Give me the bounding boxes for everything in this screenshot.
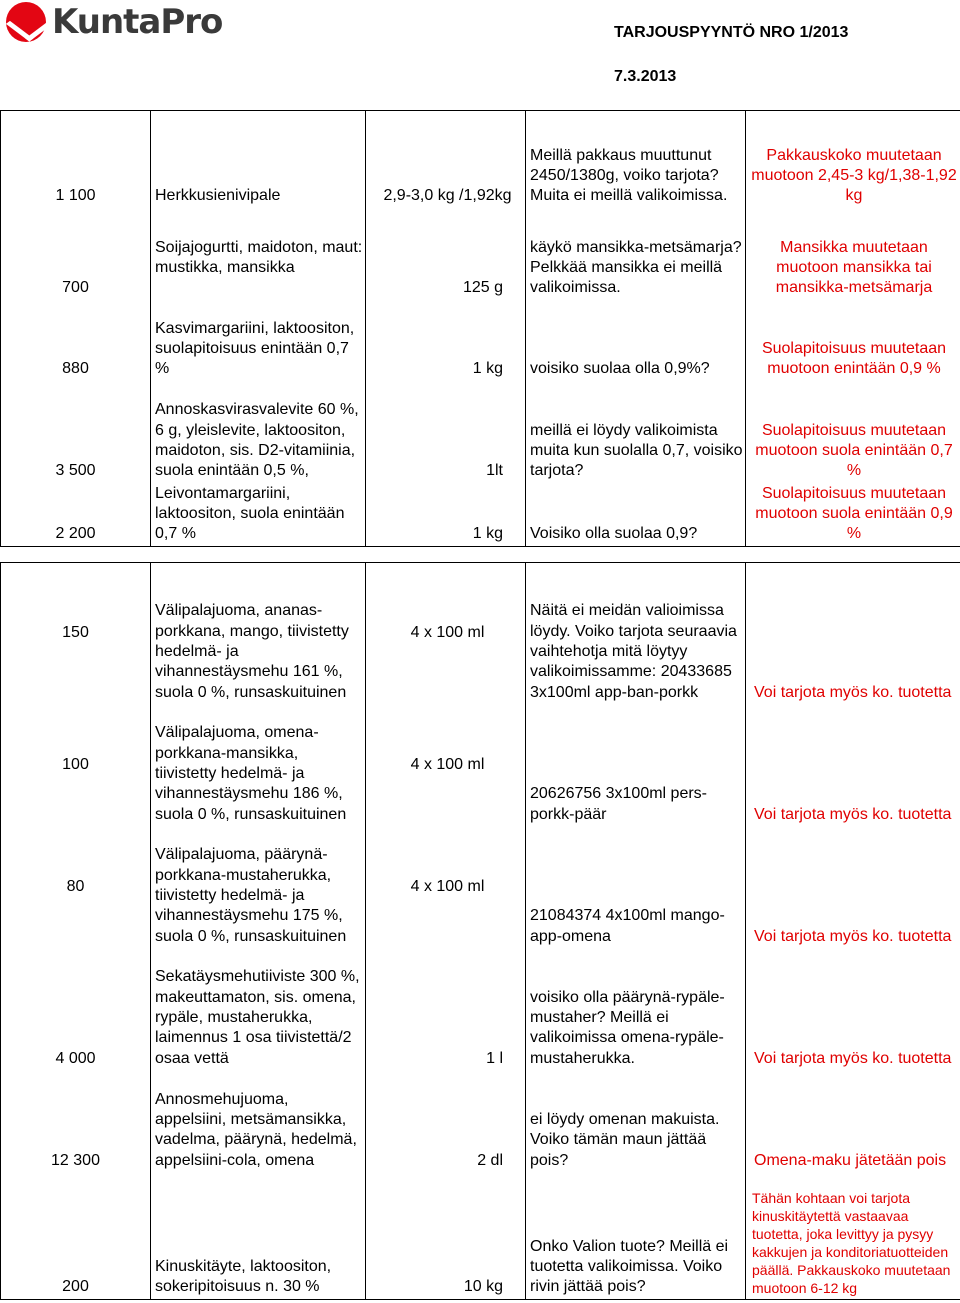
product-cell: Soijajogurtti, maidoton, maut: mustikka, mansikka: [151, 209, 366, 301]
pack-cell: 1 l: [366, 949, 526, 1071]
pack-cell: 2,9-3,0 kg /1,92kg: [366, 111, 526, 209]
document-date: 7.3.2013: [614, 68, 677, 85]
table-row: [1, 484, 960, 547]
table-row: [1, 382, 960, 484]
table-row: [1, 827, 960, 949]
note-cell: Suolapitoisuus muutetaan muotoon suola enintään 0,9 %: [746, 484, 960, 547]
qty-cell: 200: [1, 1173, 151, 1300]
note-cell: Voi tarjota myös ko. tuotetta: [746, 827, 960, 949]
response-cell: Onko Valion tuote? Meillä ei tuotetta valikoimissa. Voiko rivin jättää pois?: [526, 1173, 746, 1300]
table-row: [1, 301, 960, 382]
items-table: [0, 110, 960, 1300]
note-cell: Voi tarjota myös ko. tuotetta: [746, 563, 960, 705]
note-cell: Mansikka muutetaan muotoon mansikka tai mansikka-metsämarja: [746, 209, 960, 301]
kuntapro-logo-icon: [6, 2, 46, 42]
qty-cell: 100: [1, 705, 151, 827]
pack-cell: 1 kg: [366, 301, 526, 382]
product-cell: Välipalajuoma, ananas-porkkana, mango, tiivistetty hedelmä- ja vihannestäysmehu 161 %, suola 0 %, runsaskuituinen: [151, 563, 366, 705]
table-row: [1, 1173, 960, 1300]
response-cell: Näitä ei meidän valioimissa löydy. Voiko tarjota seuraavia vaihtehotja mitä löytyy valikoimissamme: 20433685 3x100ml app-ban-porkk: [526, 563, 746, 705]
response-cell: 20626756 3x100ml pers-porkk-päär: [526, 705, 746, 827]
pack-cell: 2 dl: [366, 1071, 526, 1173]
qty-cell: 3 500: [1, 382, 151, 484]
response-cell: voisiko olla päärynä-rypäle-mustaher? Meillä ei valikoimissa omena-rypäle-mustaherukka.: [526, 949, 746, 1071]
table-row: [1, 949, 960, 1071]
qty-cell: 150: [1, 563, 151, 705]
pack-cell: 1 kg: [366, 484, 526, 547]
table-row: [1, 1071, 960, 1173]
qty-cell: 880: [1, 301, 151, 382]
product-cell: Annoskasvirasvalevite 60 %, 6 g, yleislevite, laktoositon, maidoton, sis. D2-vitamiinia, suola enintään 0,5 %,: [151, 382, 366, 484]
product-cell: Sekatäysmehutiiviste 300 %, makeuttamaton, sis. omena, rypäle, mustaherukka, laimennus 1 osa tiivistettä/2 osaa vettä: [151, 949, 366, 1071]
response-cell: Voisiko olla suolaa 0,9?: [526, 484, 746, 547]
note-cell: Voi tarjota myös ko. tuotetta: [746, 949, 960, 1071]
product-cell: Kasvimargariini, laktoositon, suolapitoisuus enintään 0,7 %: [151, 301, 366, 382]
table-row: [1, 563, 960, 705]
qty-cell: 2 200: [1, 484, 151, 547]
pack-cell: 4 x 100 ml: [366, 705, 526, 827]
product-cell: Välipalajuoma, omena-porkkana-mansikka, tiivistetty hedelmä- ja vihannestäysmehu 186 %, suola 0 %, runsaskuituinen: [151, 705, 366, 827]
note-cell: Tähän kohtaan voi tarjota kinuskitäytettä vastaavaa tuotetta, joka levittyy ja pysyy kakkujen ja konditoriatuotteiden päällä. Pakkauskoko muutetaan muotoon 6-12 kg: [746, 1173, 960, 1300]
response-cell: voisiko suolaa olla 0,9%?: [526, 301, 746, 382]
qty-cell: 4 000: [1, 949, 151, 1071]
kuntapro-logo: [6, 2, 222, 42]
pack-cell: 10 kg: [366, 1173, 526, 1300]
response-cell: ei löydy omenan makuista. Voiko tämän maun jättää pois?: [526, 1071, 746, 1173]
response-cell: Meillä pakkaus muuttunut 2450/1380g, voiko tarjota? Muita ei meillä valikoimissa.: [526, 111, 746, 209]
logo-text: KuntaPro: [52, 2, 223, 42]
pack-cell: 125 g: [366, 209, 526, 301]
product-cell: Annosmehujuoma, appelsiini, metsämansikka, vadelma, päärynä, hedelmä, appelsiini-cola, omena: [151, 1071, 366, 1173]
note-cell: Suolapitoisuus muutetaan muotoon suola enintään 0,7 %: [746, 382, 960, 484]
product-cell: Kinuskitäyte, laktoositon, sokeripitoisuus n. 30 %: [151, 1173, 366, 1300]
product-cell: Herkkusienivipale: [151, 111, 366, 209]
table-row: [1, 111, 960, 209]
note-cell: Pakkauskoko muutetaan muotoon 2,45-3 kg/1,38-1,92 kg: [746, 111, 960, 209]
qty-cell: 1 100: [1, 111, 151, 209]
product-cell: Välipalajuoma, päärynä-porkkana-mustaherukka, tiivistetty hedelmä- ja vihannestäysmehu 175 %, suola 0 %, runsaskuituinen: [151, 827, 366, 949]
qty-cell: 80: [1, 827, 151, 949]
response-cell: käykö mansikka-metsämarja? Pelkkää mansikka ei meillä valikoimissa.: [526, 209, 746, 301]
response-cell: meillä ei löydy valikoimista muita kun suolalla 0,7, voisiko tarjota?: [526, 382, 746, 484]
product-cell: Leivontamargariini, laktoositon, suola enintään 0,7 %: [151, 484, 366, 547]
note-cell: Voi tarjota myös ko. tuotetta: [746, 705, 960, 827]
table-row: [1, 705, 960, 827]
note-cell: Omena-maku jätetään pois: [746, 1071, 960, 1173]
qty-cell: 12 300: [1, 1071, 151, 1173]
pack-cell: 1lt: [366, 382, 526, 484]
qty-cell: 700: [1, 209, 151, 301]
note-cell: Suolapitoisuus muutetaan muotoon enintään 0,9 %: [746, 301, 960, 382]
table-row: [1, 209, 960, 301]
response-cell: 21084374 4x100ml mango-app-omena: [526, 827, 746, 949]
document-title: TARJOUSPYYNTÖ NRO 1/2013: [614, 24, 849, 41]
pack-cell: 4 x 100 ml: [366, 827, 526, 949]
pack-cell: 4 x 100 ml: [366, 563, 526, 705]
